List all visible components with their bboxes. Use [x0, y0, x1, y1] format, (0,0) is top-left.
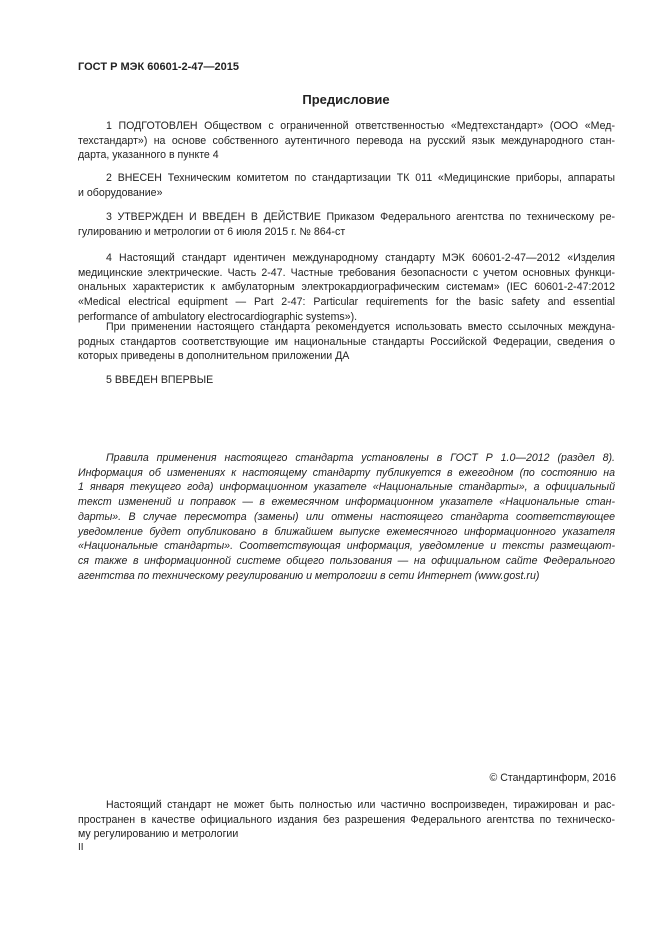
text-line: дарты». В случае пересмотра (замены) или отмены настоящего стандарта соответствующее [78, 510, 615, 523]
text-line: агентства по техническому регулированию и метрологии в сети Интернет (www.gost.ru) [78, 569, 540, 582]
notice-block [78, 451, 615, 583]
text-line: медицинские электрические. Часть 2-47. Частные требования безопасности с учетом основных функци- [78, 266, 615, 279]
text-line: дарта, указанного в пункте 4 [78, 149, 219, 162]
text-line: и оборудование» [78, 186, 163, 199]
paragraph-introduced [78, 171, 615, 200]
text-line: «Национальные стандарты». Соответствующая информация, уведомление и тексты размещают- [78, 540, 615, 553]
paragraph-first-introduced [78, 373, 615, 388]
text-line: техстандарт») на основе собственного аутентичного перевода на русский язык международного стан- [78, 134, 615, 147]
text-line: 3 УТВЕРЖДЕН И ВВЕДЕН В ДЕЙСТВИЕ Приказом Федерального агентства по техническому ре- [106, 211, 615, 223]
text-line: 1 января текущего года) информационном указателе «Национальные стандарты», а официальный [78, 481, 615, 494]
text-line: родных стандартов соответствующие им национальные стандарты Российской Федерации, сведения о [78, 335, 615, 348]
paragraph-references [78, 320, 615, 364]
paragraph-identical [78, 251, 615, 325]
text-line: 2 ВНЕСЕН Техническим комитетом по стандартизации ТК 011 «Медицинские приборы, аппараты [106, 172, 615, 184]
page-title: Предисловие [302, 92, 390, 107]
text-line: текст изменений и поправок — в ежемесячном информационном указателе «Национальные стан- [78, 496, 615, 509]
text-line: Правила применения настоящего стандарта установлены в ГОСТ Р 1.0—2012 (раздел 8). [106, 452, 615, 464]
paragraph-approved [78, 210, 615, 239]
text-line: ональных характеристик к амбулаторным электрокардиографическим системам» (IEC 60601-2-47:2012 [78, 281, 615, 294]
paragraph-prepared [78, 119, 615, 163]
text-line: ся также в информационной системе общего пользования — на официальном сайте Федерального [78, 554, 615, 567]
page-number: II [78, 842, 84, 853]
text-line: «Medical electrical equipment — Part 2-47: Particular requirements for the basic safety and essential [78, 296, 615, 309]
document-header: ГОСТ Р МЭК 60601-2-47—2015 [78, 61, 239, 73]
text-line: 1 ПОДГОТОВЛЕН Обществом с ограниченной ответственностью «Медтехстандарт» (ООО «Мед- [106, 120, 615, 132]
footer-notice [78, 798, 615, 842]
text-line: performance of ambulatory electrocardiographic systems»). [78, 310, 358, 323]
text-line: Настоящий стандарт не может быть полностью или частично воспроизведен, тиражирован и рас- [106, 799, 615, 811]
text-line: 4 Настоящий стандарт идентичен международному стандарту МЭК 60601-2-47—2012 «Изделия [106, 252, 615, 264]
text-line: пространен в качестве официального издания без разрешения Федерального агентства по техническо- [78, 813, 615, 826]
copyright: © Стандартинформ, 2016 [489, 772, 616, 784]
text-line: гулированию и метрологии от 6 июля 2015 г. № 864-ст [78, 225, 346, 238]
text-line: Информация об изменениях к настоящему стандарту публикуется в ежегодном (по состоянию на [78, 466, 615, 479]
text-line: му регулированию и метрологии [78, 828, 239, 841]
text-line: которых приведены в дополнительном приложении ДА [78, 350, 350, 363]
text-line: уведомление будет опубликовано в ближайшем выпуске ежемесячного информационного указателя [78, 525, 615, 538]
text-line: При применении настоящего стандарта рекомендуется использовать вместо ссылочных междуна- [106, 321, 615, 333]
text-line: 5 ВВЕДЕН ВПЕРВЫЕ [106, 374, 214, 386]
